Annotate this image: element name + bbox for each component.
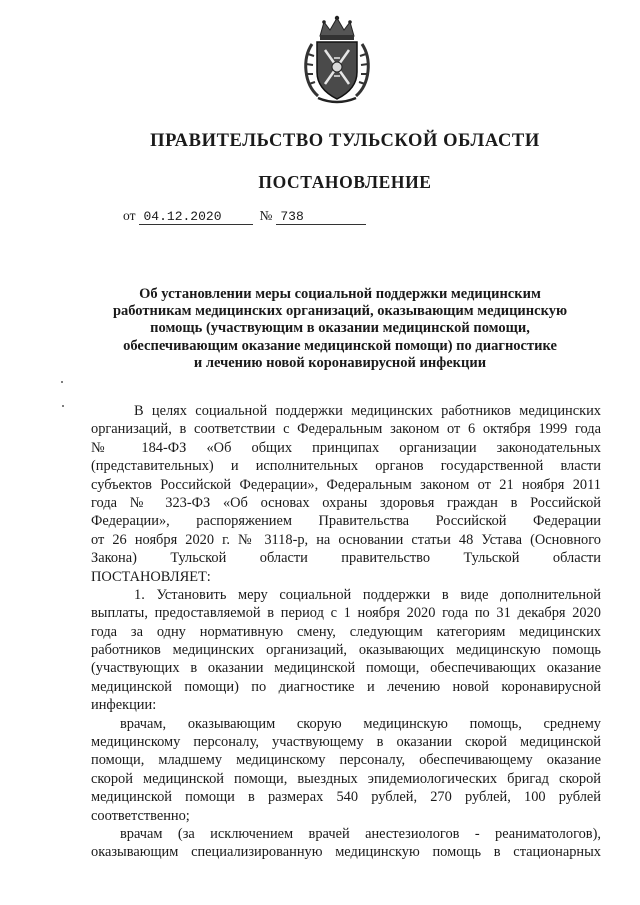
heading-line: и лечению новой коронавирусной инфекции xyxy=(193,354,487,371)
date-number-line xyxy=(123,208,366,225)
heading-line: обеспечивающим оказание медицинской помощи) по диагностике xyxy=(123,337,557,354)
heading-line: Об установлении меры социальной поддержки медицинским xyxy=(139,286,541,302)
body-line: оказывающим специализированную медицинскую помощь в стационарных xyxy=(91,844,601,861)
government-title: ПРАВИТЕЛЬСТВО ТУЛЬСКОЙ ОБЛАСТИ xyxy=(150,131,540,151)
body-line: инфекции: xyxy=(91,697,157,714)
body-line: выплаты, предоставляемой в период с 1 ноября 2020 года по 31 декабря 2020 xyxy=(91,605,601,622)
body-line: медицинской помощи в размерах 540 рублей, 270 рублей, 100 рублей xyxy=(91,789,601,806)
body-line: медицинской помощи) по диагностике и лечению новой коронавирусной xyxy=(91,678,601,695)
body-line: № 184-ФЗ «Об общих принципах организации законодательных xyxy=(91,439,601,456)
heading-line: помощь (участвующим в оказании медицинской помощи, xyxy=(150,320,530,337)
document-number: 738 xyxy=(276,210,366,225)
date-prefix: от xyxy=(123,208,136,223)
body-line: врачам (за исключением врачей анестезиологов - реаниматологов), xyxy=(120,825,601,842)
document-type-title: ПОСТАНОВЛЕНИЕ xyxy=(258,172,432,192)
body-line: 1. Установить меру социальной поддержки в виде дополнительной xyxy=(134,586,601,603)
body-line: Федерации», распоряжением Правительства Российской Федерации xyxy=(91,513,601,530)
body-line: (представительных) и исполнительных органов государственной власти xyxy=(91,458,601,475)
scan-speck xyxy=(62,405,64,407)
document-body xyxy=(91,402,601,862)
scan-speck xyxy=(61,381,63,383)
body-line: (участвующих в оказании медицинской помощи, обеспечивающих оказание xyxy=(91,660,601,677)
body-line: работников медицинских организаций, оказывающих медицинскую помощь xyxy=(91,642,601,659)
body-line: субъектов Российской Федерации», Федеральным законом от 21 ноября 2011 xyxy=(91,476,601,493)
tula-coat-of-arms-emblem xyxy=(298,14,376,106)
body-line: года № 323-ФЗ «Об основах охраны здоровья граждан в Российской xyxy=(91,494,601,511)
body-line: от 26 ноября 2020 г. № 3118-р, на основании статьи 48 Устава (Основного xyxy=(91,531,601,548)
body-line: организаций, в соответствии с Федеральным законом от 6 октября 1999 года xyxy=(91,421,601,438)
body-line: помощи, младшему медицинскому персоналу, обеспечивающему оказание xyxy=(91,752,601,769)
body-line: медицинскому персоналу, участвующему в оказании скорой медицинской xyxy=(91,734,601,751)
body-line: соответственно; xyxy=(91,807,190,824)
body-line: Закона) Тульской области правительство Тульской области xyxy=(91,550,601,567)
body-line: врачам, оказывающим скорую медицинскую помощь, среднему xyxy=(120,715,601,732)
number-prefix: № xyxy=(259,208,273,223)
body-line: скорой медицинской помощи, выездных эпидемиологических бригад скорой xyxy=(91,770,601,787)
heading-line: работникам медицинских организаций, оказывающим медицинскую xyxy=(112,303,568,320)
body-line: года за одну нормативную смену, следующим категориям медицинских xyxy=(91,623,601,640)
body-line: ПОСТАНОВЛЯЕТ: xyxy=(91,568,211,585)
document-date: 04.12.2020 xyxy=(139,210,253,225)
document-heading xyxy=(100,286,580,372)
body-line: В целях социальной поддержки медицинских работников медицинских xyxy=(134,403,601,419)
